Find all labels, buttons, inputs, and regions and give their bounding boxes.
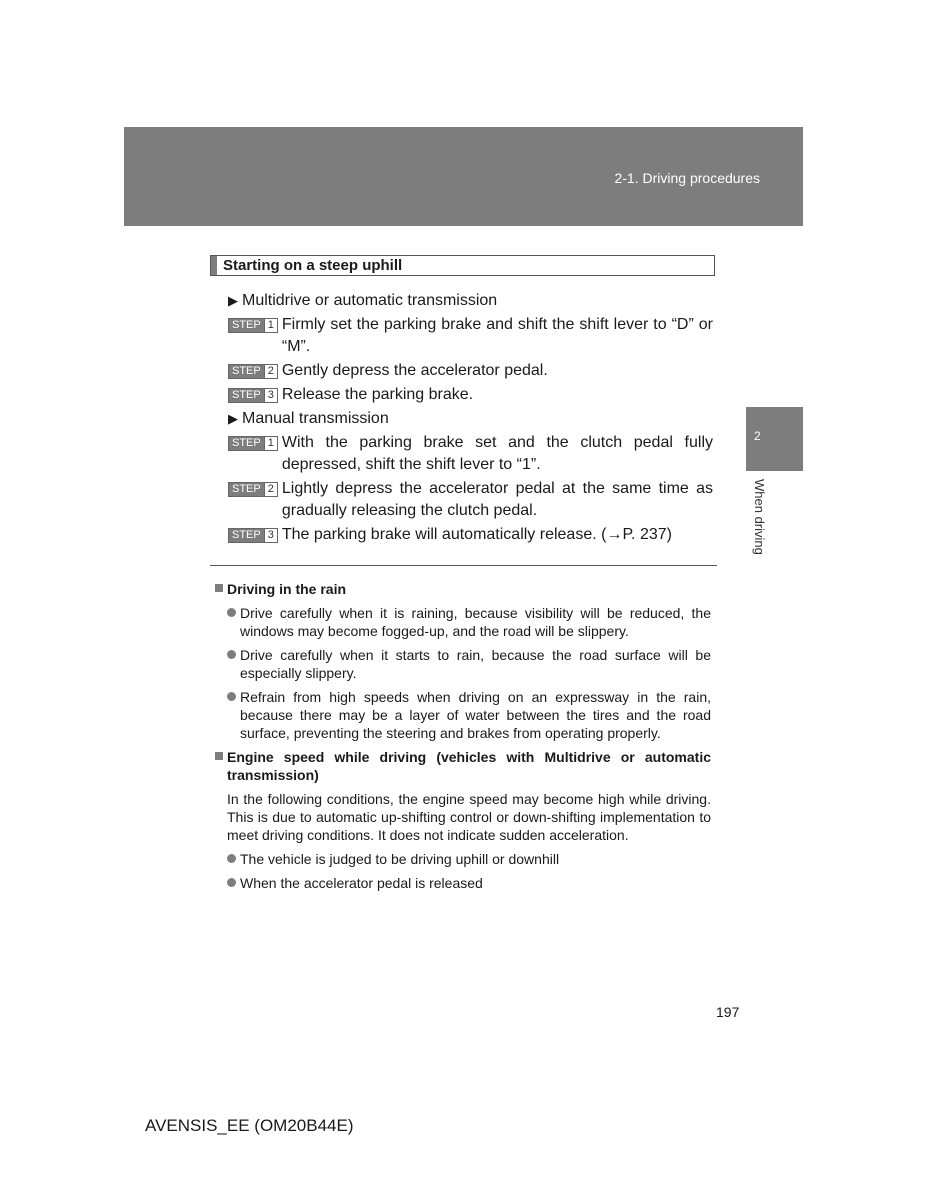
square-icon [215, 584, 223, 592]
group-heading: ▶ Multidrive or automatic transmission [228, 292, 498, 309]
chapter-number: 2 [754, 429, 761, 443]
triangle-icon: ▶ [228, 293, 238, 308]
step-item [228, 384, 713, 406]
bullet-dot-icon [227, 692, 236, 701]
page-number: 197 [716, 1004, 740, 1020]
step-text: Gently depress the accelerator pedal. [281, 362, 548, 379]
bullet-item: Drive carefully when it is raining, because visibility will be reduced, the windows may become fogged-up, and the road will be slippery. [227, 604, 711, 640]
instructions [228, 290, 713, 548]
bullet-dot-icon [227, 608, 236, 617]
group-heading: ▶ Manual transmission [228, 410, 389, 427]
step-item [228, 360, 713, 382]
bullet-item: Drive carefully when it starts to rain, because the road surface will be especially slippery. [227, 646, 711, 682]
notes [215, 580, 711, 898]
step-item [228, 524, 713, 546]
step-badge: STEP 2 [228, 364, 278, 379]
step-badge: STEP 2 [228, 482, 278, 497]
step-text: Lightly depress the accelerator pedal at the same time as gradually releasing the clutch pedal. [281, 480, 713, 519]
section-title: Starting on a steep uphill [223, 257, 403, 274]
note-heading: Driving in the rain [215, 580, 711, 598]
square-icon [215, 752, 223, 760]
section-title-box [210, 255, 715, 276]
step-item [228, 478, 713, 522]
section-header: 2-1. Driving procedures [614, 170, 760, 186]
bullet-item: The vehicle is judged to be driving uphill or downhill [227, 850, 711, 868]
triangle-icon: ▶ [228, 411, 238, 426]
step-item [228, 314, 713, 358]
chapter-tab [746, 407, 803, 471]
title-marker [211, 256, 217, 275]
step-badge: STEP 1 [228, 436, 278, 451]
bullet-dot-icon [227, 878, 236, 887]
step-badge: STEP 1 [228, 318, 278, 333]
bullet-item: When the accelerator pedal is released [227, 874, 711, 892]
divider [210, 565, 717, 566]
step-text: Release the parking brake. [281, 386, 474, 403]
step-badge: STEP 3 [228, 388, 278, 403]
bullet-item: Refrain from high speeds when driving on an expressway in the rain, because there may be a layer of water between the tires and the road surface, preventing the steering and brakes from operating properly. [227, 688, 711, 742]
note-heading: Engine speed while driving (vehicles with Multidrive or automatic transmission) [215, 748, 711, 784]
step-text: The parking brake will automatically release. (→P. 237) [281, 526, 672, 543]
document-footer: AVENSIS_EE (OM20B44E) [145, 1116, 354, 1135]
step-text: Firmly set the parking brake and shift the shift lever to “D” or “M”. [281, 316, 713, 355]
bullet-dot-icon [227, 854, 236, 863]
header-band [124, 127, 803, 226]
note-paragraph: In the following conditions, the engine speed may become high while driving. This is due to automatic up-shifting control or down-shifting implementation to meet driving conditions. It does not indicate sudden acceleration. [227, 791, 711, 843]
bullet-dot-icon [227, 650, 236, 659]
step-badge: STEP 3 [228, 528, 278, 543]
step-item [228, 432, 713, 476]
chapter-label: When driving [752, 479, 767, 555]
step-text: With the parking brake set and the clutch pedal fully depressed, shift the shift lever to “1”. [281, 434, 713, 473]
